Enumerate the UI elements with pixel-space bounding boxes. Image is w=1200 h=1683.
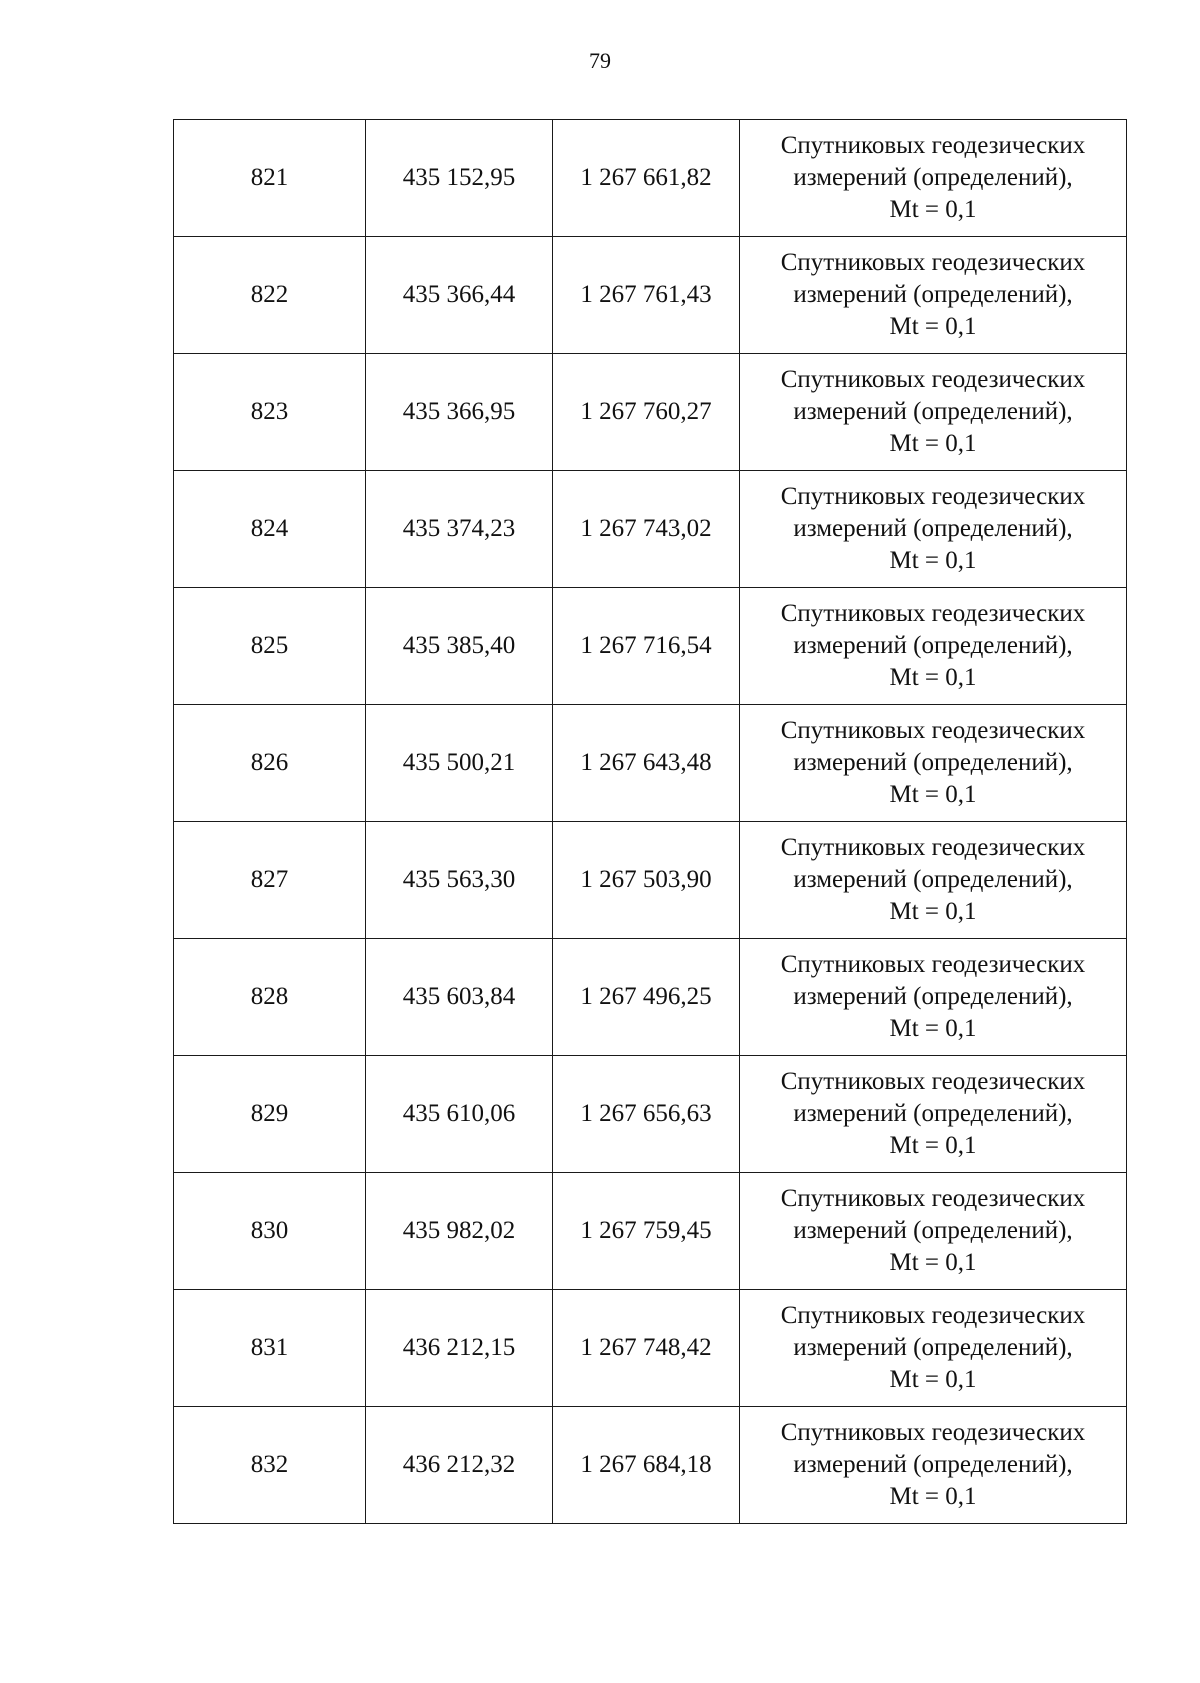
x-coordinate-cell: 435 603,84 [366, 939, 553, 1056]
point-number-cell: 828 [174, 939, 366, 1056]
point-number-cell: 826 [174, 705, 366, 822]
x-coordinate-cell: 435 152,95 [366, 120, 553, 237]
y-coordinate-cell: 1 267 748,42 [553, 1290, 740, 1407]
x-coordinate-cell: 435 982,02 [366, 1173, 553, 1290]
method-cell [740, 1290, 1127, 1407]
point-number-cell: 822 [174, 237, 366, 354]
table-row [174, 120, 1127, 237]
x-coordinate-cell: 436 212,32 [366, 1407, 553, 1524]
method-cell [740, 1056, 1127, 1173]
method-cell [740, 354, 1127, 471]
page-number: 79 [589, 48, 611, 73]
table-row [174, 1173, 1127, 1290]
y-coordinate-cell: 1 267 684,18 [553, 1407, 740, 1524]
method-line-1: Спутниковых геодезических [780, 951, 1086, 978]
x-coordinate-cell: 435 500,21 [366, 705, 553, 822]
y-coordinate-cell: 1 267 661,82 [553, 120, 740, 237]
point-number-cell: 832 [174, 1407, 366, 1524]
y-coordinate-cell: 1 267 656,63 [553, 1056, 740, 1173]
table-row [174, 588, 1127, 705]
method-cell [740, 237, 1127, 354]
method-line-2: измерений (определений), [793, 164, 1073, 191]
method-line-1: Спутниковых геодезических [780, 483, 1086, 510]
y-coordinate-cell: 1 267 759,45 [553, 1173, 740, 1290]
y-coordinate-cell: 1 267 743,02 [553, 471, 740, 588]
table-row [174, 1056, 1127, 1173]
method-line-1: Спутниковых геодезических [780, 132, 1086, 159]
table-row [174, 471, 1127, 588]
y-coordinate-cell: 1 267 496,25 [553, 939, 740, 1056]
method-cell [740, 705, 1127, 822]
table-row [174, 354, 1127, 471]
method-line-2: измерений (определений), [793, 1100, 1073, 1127]
point-number-cell: 830 [174, 1173, 366, 1290]
y-coordinate-cell: 1 267 760,27 [553, 354, 740, 471]
point-number-cell: 825 [174, 588, 366, 705]
method-line-1: Спутниковых геодезических [780, 600, 1086, 627]
method-line-3: Mt = 0,1 [889, 1132, 977, 1159]
method-line-3: Mt = 0,1 [889, 664, 977, 691]
y-coordinate-cell: 1 267 761,43 [553, 237, 740, 354]
method-line-3: Mt = 0,1 [889, 430, 977, 457]
method-cell [740, 471, 1127, 588]
method-line-1: Спутниковых геодезических [780, 834, 1086, 861]
table-row [174, 939, 1127, 1056]
table-row [174, 237, 1127, 354]
point-number-cell: 829 [174, 1056, 366, 1173]
method-line-3: Mt = 0,1 [889, 1483, 977, 1510]
x-coordinate-cell: 435 366,95 [366, 354, 553, 471]
method-cell [740, 822, 1127, 939]
method-line-3: Mt = 0,1 [889, 1249, 977, 1276]
method-line-2: измерений (определений), [793, 749, 1073, 776]
coordinates-table [173, 119, 1127, 1524]
method-line-1: Спутниковых геодезических [780, 366, 1086, 393]
method-line-3: Mt = 0,1 [889, 898, 977, 925]
method-line-3: Mt = 0,1 [889, 547, 977, 574]
point-number-cell: 827 [174, 822, 366, 939]
x-coordinate-cell: 435 385,40 [366, 588, 553, 705]
table-row [174, 1407, 1127, 1524]
coordinates-table-body [174, 120, 1127, 1524]
method-line-3: Mt = 0,1 [889, 1366, 977, 1393]
method-line-1: Спутниковых геодезических [780, 1419, 1086, 1446]
method-line-2: измерений (определений), [793, 1334, 1073, 1361]
method-line-2: измерений (определений), [793, 281, 1073, 308]
method-line-2: измерений (определений), [793, 1217, 1073, 1244]
point-number-cell: 823 [174, 354, 366, 471]
method-line-2: измерений (определений), [793, 515, 1073, 542]
method-cell [740, 120, 1127, 237]
method-line-2: измерений (определений), [793, 866, 1073, 893]
x-coordinate-cell: 435 374,23 [366, 471, 553, 588]
table-row [174, 822, 1127, 939]
y-coordinate-cell: 1 267 716,54 [553, 588, 740, 705]
table-row [174, 705, 1127, 822]
method-line-1: Спутниковых геодезических [780, 249, 1086, 276]
point-number-cell: 824 [174, 471, 366, 588]
method-line-2: измерений (определений), [793, 398, 1073, 425]
x-coordinate-cell: 436 212,15 [366, 1290, 553, 1407]
method-cell [740, 588, 1127, 705]
method-line-1: Спутниковых геодезических [780, 1068, 1086, 1095]
x-coordinate-cell: 435 610,06 [366, 1056, 553, 1173]
point-number-cell: 821 [174, 120, 366, 237]
method-line-2: измерений (определений), [793, 632, 1073, 659]
method-line-2: измерений (определений), [793, 983, 1073, 1010]
x-coordinate-cell: 435 366,44 [366, 237, 553, 354]
method-cell [740, 939, 1127, 1056]
method-cell [740, 1407, 1127, 1524]
y-coordinate-cell: 1 267 503,90 [553, 822, 740, 939]
table-row [174, 1290, 1127, 1407]
x-coordinate-cell: 435 563,30 [366, 822, 553, 939]
method-cell [740, 1173, 1127, 1290]
method-line-1: Спутниковых геодезических [780, 717, 1086, 744]
method-line-1: Спутниковых геодезических [780, 1302, 1086, 1329]
method-line-3: Mt = 0,1 [889, 781, 977, 808]
y-coordinate-cell: 1 267 643,48 [553, 705, 740, 822]
method-line-3: Mt = 0,1 [889, 1015, 977, 1042]
method-line-2: измерений (определений), [793, 1451, 1073, 1478]
method-line-1: Спутниковых геодезических [780, 1185, 1086, 1212]
method-line-3: Mt = 0,1 [889, 196, 977, 223]
point-number-cell: 831 [174, 1290, 366, 1407]
method-line-3: Mt = 0,1 [889, 313, 977, 340]
